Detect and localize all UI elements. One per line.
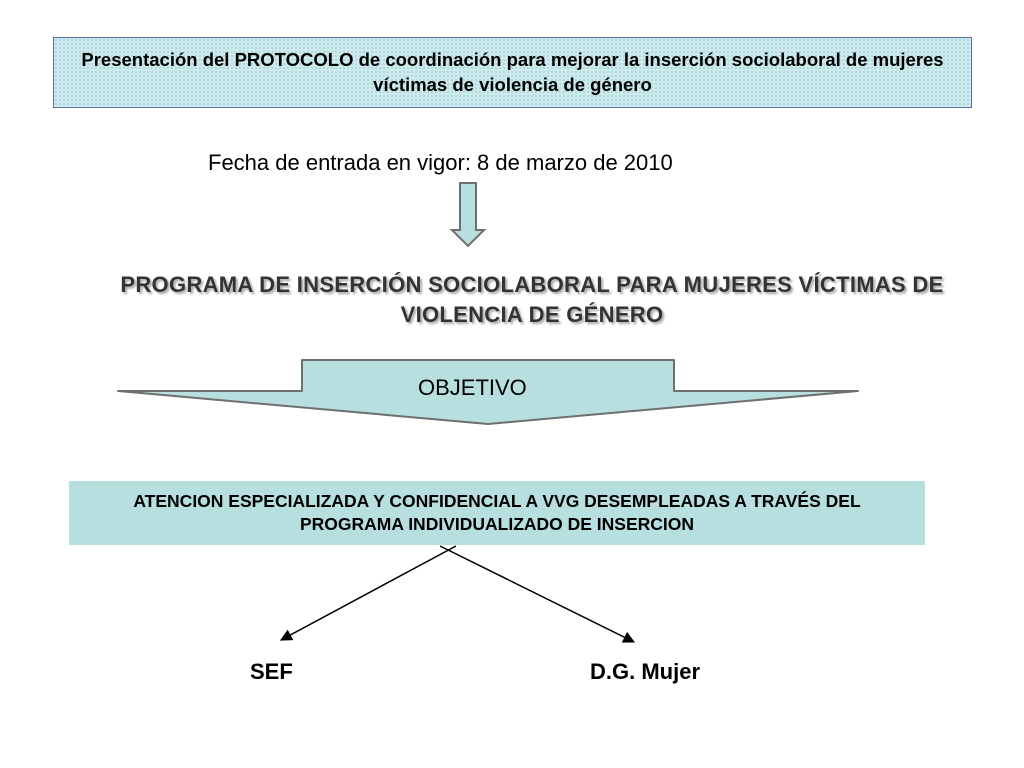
title-text: Presentación del PROTOCOLO de coordinación para mejorar la inserción sociolaboral de mujeres víctimas de violencia de género (81, 49, 944, 95)
objective-label: OBJETIVO (418, 375, 527, 400)
branch-right-label: D.G. Mujer (590, 659, 701, 684)
title-box (53, 37, 972, 108)
effective-date: Fecha de entrada en vigor: 8 de marzo de 2010 (208, 150, 673, 175)
attention-box (69, 481, 925, 545)
branch-arrow-left (281, 546, 456, 640)
attention-text: ATENCION ESPECIALIZADA Y CONFIDENCIAL A VVG DESEMPLEADAS A TRAVÉS DEL PROGRAMA INDIVIDUALIZADO DE INSERCION (133, 490, 861, 534)
branch-arrow-right (440, 546, 634, 642)
branch-left-label: SEF (250, 659, 293, 684)
program-title: PROGRAMA DE INSERCIÓN SOCIOLABORAL PARA MUJERES VÍCTIMAS DE VIOLENCIA DE GÉNERO (120, 272, 944, 327)
down-arrow-icon (452, 183, 484, 246)
